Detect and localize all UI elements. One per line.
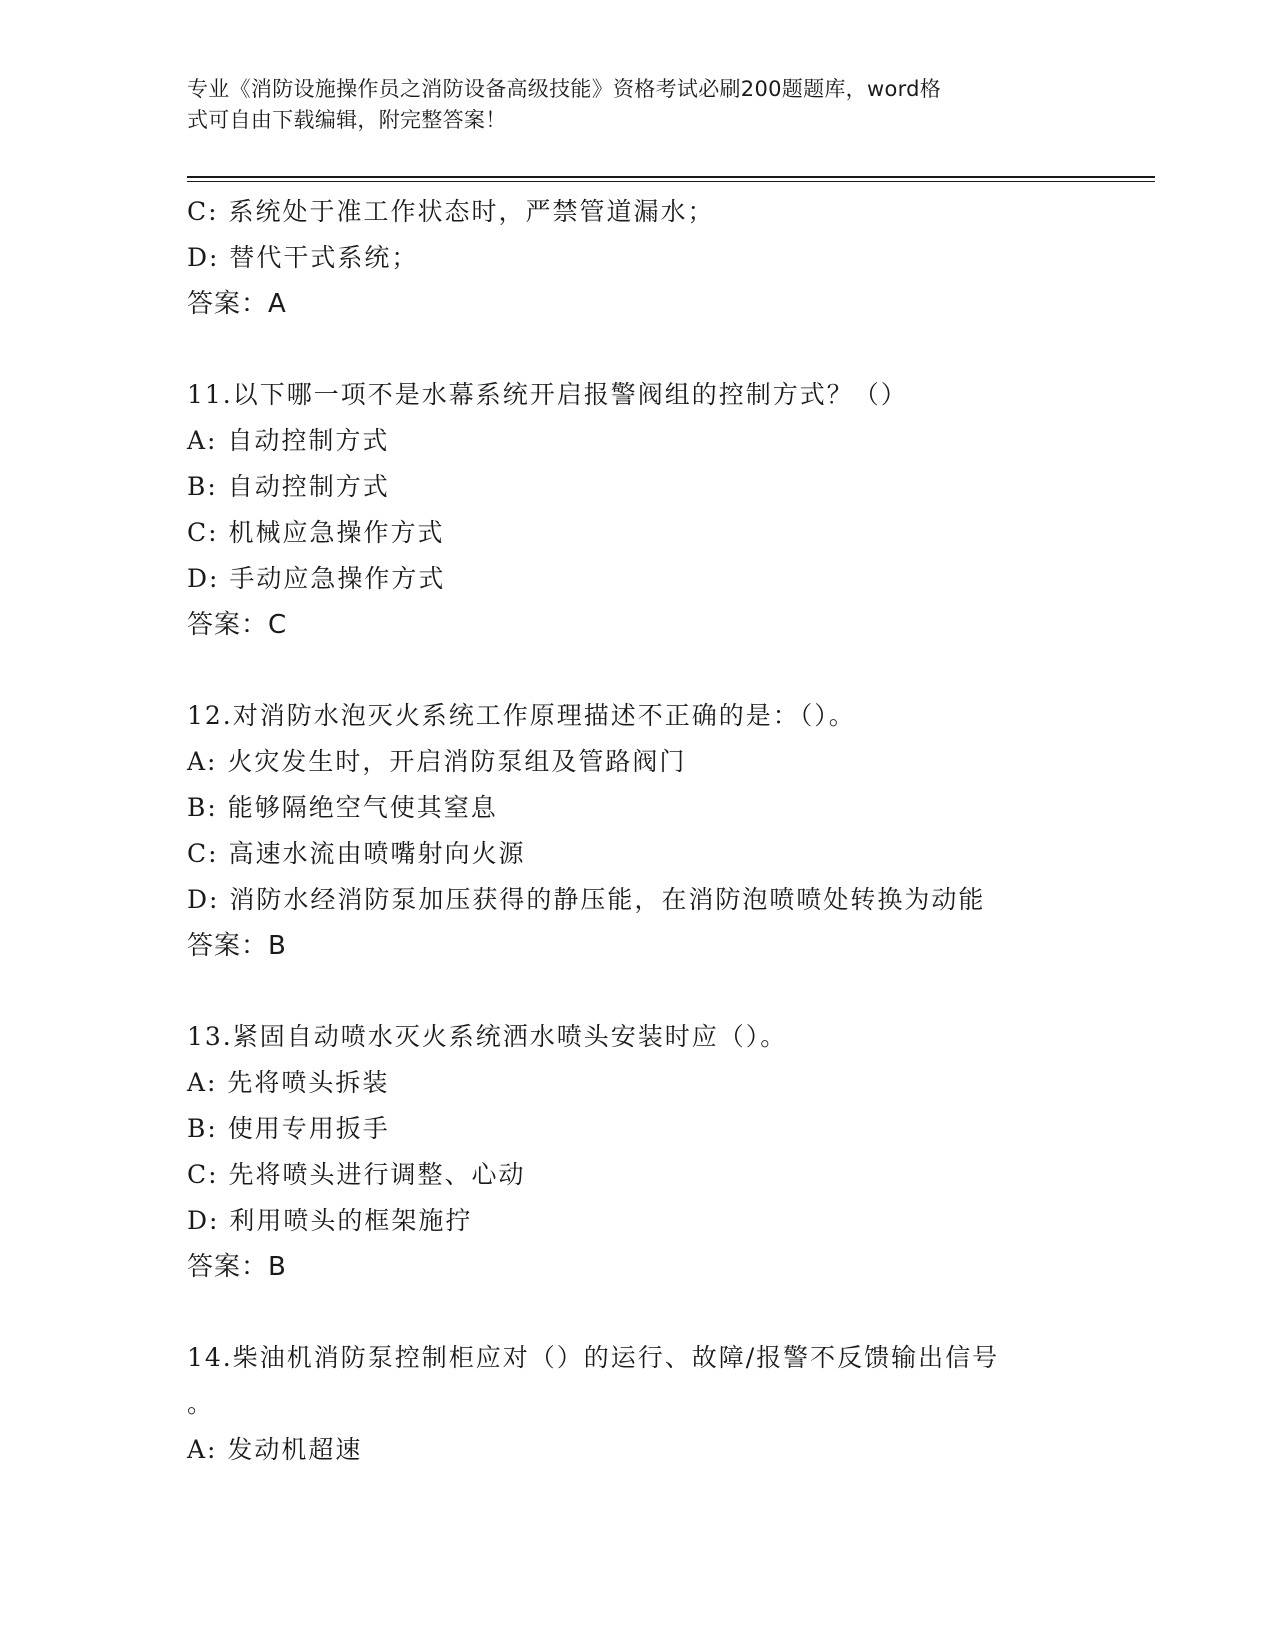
question-stem: 11.以下哪一项不是水幕系统开启报警阀组的控制方式？（）	[187, 380, 908, 409]
question-list	[187, 189, 1147, 1473]
header-divider	[187, 176, 1155, 178]
option-b: B: 使用专用扳手	[187, 1114, 390, 1143]
option-d: D: 替代干式系统；	[187, 243, 419, 272]
answer-label: 答案：A	[187, 289, 287, 319]
option-c: C: 高速水流由喷嘴射向火源	[187, 839, 526, 868]
option-c: C: 先将喷头进行调整、心动	[187, 1160, 526, 1189]
question-stem: 12.对消防水泡灭火系统工作原理描述不正确的是：（）。	[187, 701, 856, 730]
option-a: A: 发动机超速	[187, 1435, 363, 1464]
option-d: D: 手动应急操作方式	[187, 564, 446, 593]
option-c: C: 系统处于准工作状态时，严禁管道漏水；	[187, 197, 715, 226]
spacer	[187, 1290, 1147, 1335]
header-title-line-1: 专业《消防设施操作员之消防设备高级技能》资格考试必刷200题题库，word格	[187, 77, 942, 101]
option-b: B: 能够隔绝空气使其窒息	[187, 793, 498, 822]
spacer	[187, 969, 1147, 1014]
option-a: A: 火灾发生时，开启消防泵组及管路阀门	[187, 747, 687, 776]
question-block-11	[187, 372, 1147, 648]
question-block-12	[187, 693, 1147, 969]
question-stem: 14.柴油机消防泵控制柜应对（）的运行、故障/报警不反馈输出信号	[187, 1343, 1000, 1372]
option-c: C: 机械应急操作方式	[187, 518, 445, 547]
document-header	[187, 74, 1087, 136]
header-title-line-2: 式可自由下载编辑，附完整答案！	[187, 108, 507, 132]
question-stem: 13.紧固自动喷水灭火系统洒水喷头安装时应（）。	[187, 1022, 788, 1051]
spacer	[187, 327, 1147, 372]
spacer	[187, 648, 1147, 693]
answer-label: 答案：C	[187, 610, 288, 640]
answer-label: 答案：B	[187, 1252, 287, 1282]
option-a: A: 自动控制方式	[187, 426, 390, 455]
question-block-13	[187, 1014, 1147, 1290]
header-divider-thin	[187, 181, 1155, 182]
answer-label: 答案：B	[187, 931, 287, 961]
question-stem-continuation: 。	[187, 1389, 215, 1418]
option-b: B: 自动控制方式	[187, 472, 390, 501]
question-block-14	[187, 1335, 1147, 1473]
option-d: D: 消防水经消防泵加压获得的静压能，在消防泡喷喷处转换为动能	[187, 885, 986, 914]
option-d: D: 利用喷头的框架施拧	[187, 1206, 473, 1235]
option-a: A: 先将喷头拆装	[187, 1068, 390, 1097]
question-block-10	[187, 189, 1147, 327]
